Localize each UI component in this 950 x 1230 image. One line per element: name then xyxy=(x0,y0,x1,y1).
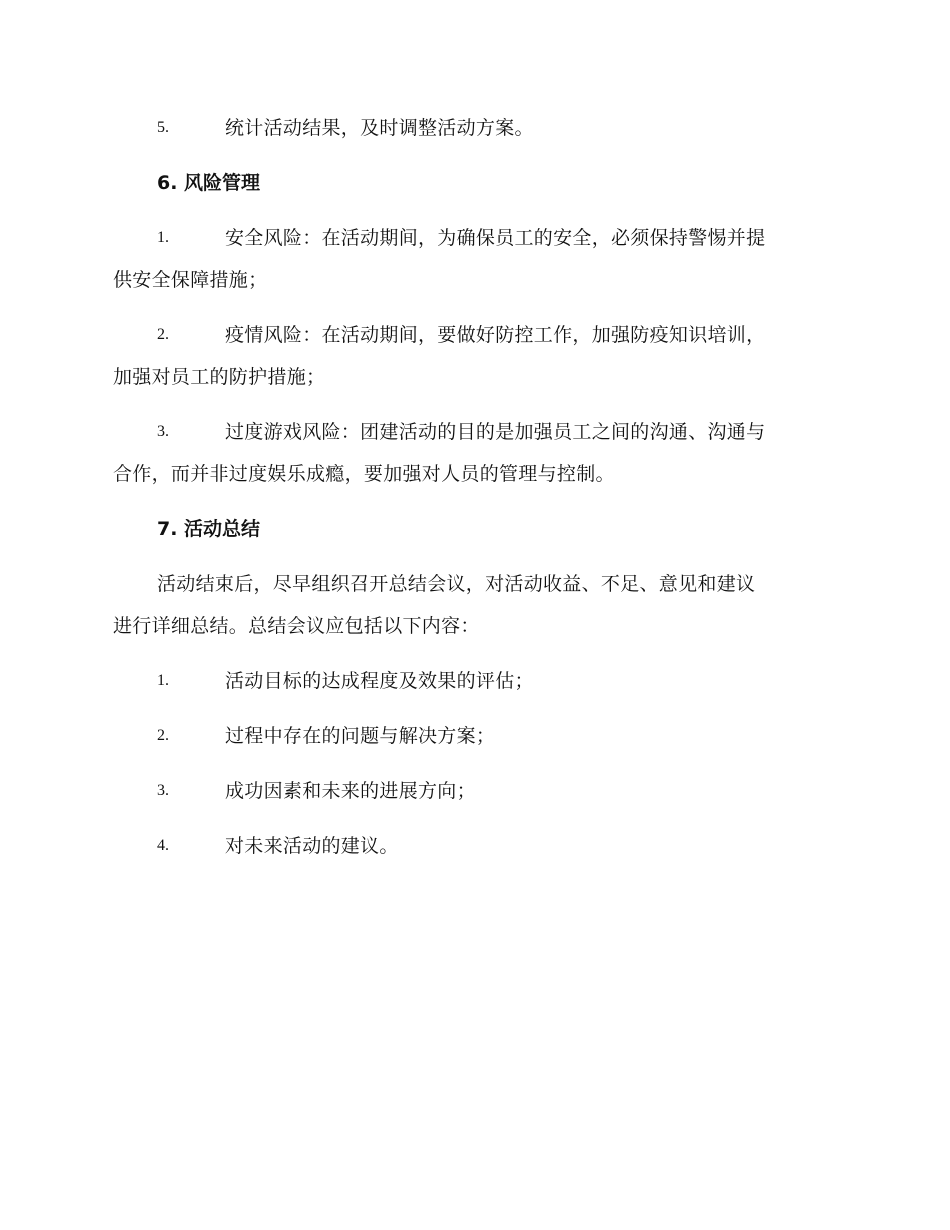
list-item-text: 安全风险：在活动期间，为确保员工的安全，必须保持警惕并提 xyxy=(225,227,766,249)
list-item-text: 成功因素和未来的进展方向； xyxy=(225,780,476,802)
list-number: 4. xyxy=(157,837,169,854)
list-item-continuation: 供安全保障措施； xyxy=(113,269,268,291)
list-number: 1. xyxy=(157,229,169,246)
paragraph-line: 进行详细总结。总结会议应包括以下内容： xyxy=(113,615,480,637)
list-number: 3. xyxy=(157,423,169,440)
list-item-text: 对未来活动的建议。 xyxy=(225,835,399,857)
list-number: 2. xyxy=(157,326,169,343)
list-number: 5. xyxy=(157,119,169,136)
paragraph-line: 活动结束后，尽早组织召开总结会议，对活动收益、不足、意见和建议 xyxy=(157,573,756,595)
list-item-text: 疫情风险：在活动期间，要做好防控工作，加强防疫知识培训， xyxy=(225,324,766,346)
list-item-continuation: 加强对员工的防护措施； xyxy=(113,366,326,388)
list-item-text: 过程中存在的问题与解决方案； xyxy=(225,725,496,747)
list-item-continuation: 合作，而并非过度娱乐成瘾，要加强对人员的管理与控制。 xyxy=(113,463,615,485)
list-item-text: 过度游戏风险：团建活动的目的是加强员工之间的沟通、沟通与 xyxy=(225,421,766,443)
list-number: 3. xyxy=(157,782,169,799)
list-number: 2. xyxy=(157,727,169,744)
list-number: 1. xyxy=(157,672,169,689)
list-item-text: 活动目标的达成程度及效果的评估； xyxy=(225,670,534,692)
section-heading-summary: 7. 活动总结 xyxy=(157,518,261,540)
section-heading-risk: 6. 风险管理 xyxy=(157,172,261,194)
list-item-text: 统计活动结果，及时调整活动方案。 xyxy=(225,117,534,139)
